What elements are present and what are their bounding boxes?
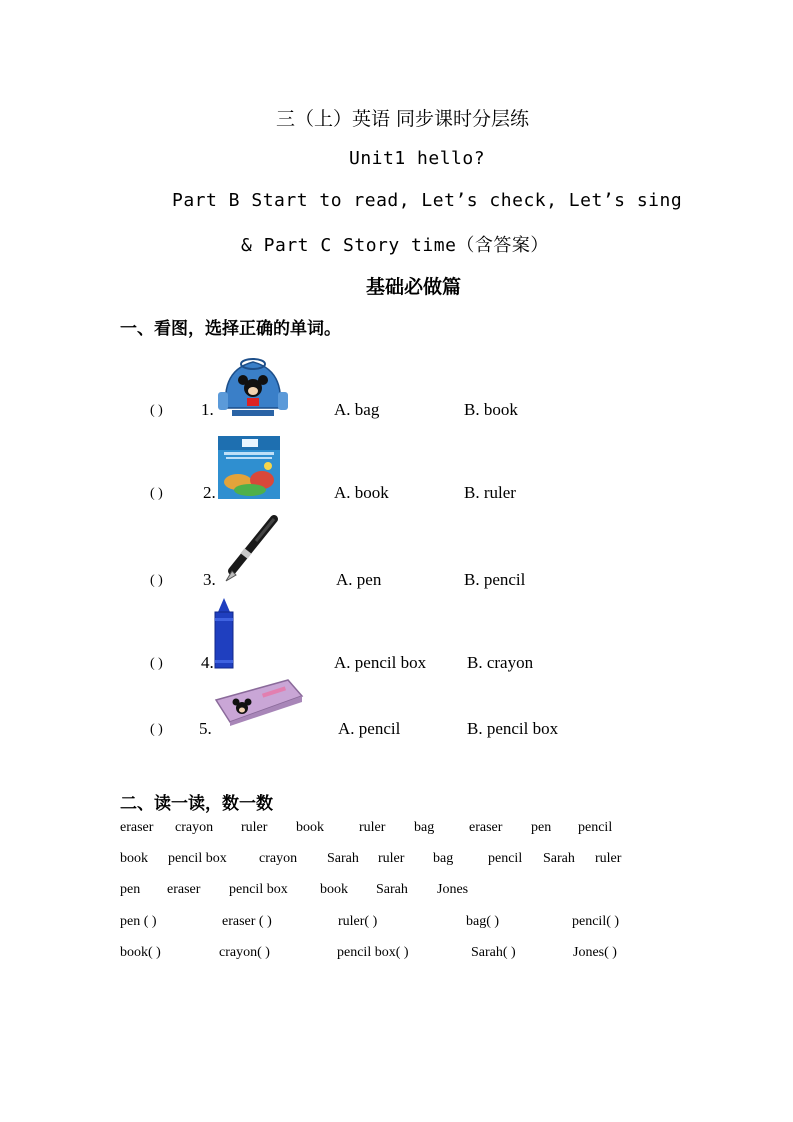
word-item: ruler [378, 851, 405, 866]
count-field-crayon[interactable]: crayon( ) [219, 945, 270, 960]
question-number-3: 3. [203, 570, 216, 589]
word-item: book [120, 851, 148, 866]
word-item: book [320, 882, 348, 897]
count-field-pencil[interactable]: pencil( ) [572, 914, 620, 929]
word-item: pencil [488, 851, 523, 866]
option-b-4[interactable]: B. crayon [467, 653, 534, 672]
word-item: pen [531, 820, 552, 835]
question-number-1: 1. [201, 400, 214, 419]
option-a-1[interactable]: A. bag [334, 400, 380, 419]
word-item: crayon [259, 851, 298, 866]
option-b-1[interactable]: B. book [464, 400, 518, 419]
part-line-1: Part B Start to read, Let’s check, Let’s sing [172, 190, 683, 211]
word-item: Jones [437, 882, 469, 897]
option-b-5[interactable]: B. pencil box [467, 719, 559, 738]
count-field-eraser[interactable]: eraser ( ) [222, 914, 272, 929]
backpack-image [214, 352, 292, 418]
option-a-5[interactable]: A. pencil [338, 719, 401, 738]
word-item: book [296, 820, 324, 835]
crayon-image [213, 598, 235, 670]
answer-paren-5[interactable]: ( ) [150, 722, 163, 737]
section2-heading: 二、读一读，数一数 [120, 794, 273, 814]
pen-image [218, 515, 280, 585]
answer-paren-3[interactable]: ( ) [150, 573, 163, 588]
option-a-2[interactable]: A. book [334, 483, 389, 502]
answer-paren-1[interactable]: ( ) [150, 403, 163, 418]
section1-heading: 一、看图，选择正确的单词。 [120, 319, 341, 339]
question-number-4: 4. [201, 653, 214, 672]
word-item: ruler [241, 820, 268, 835]
option-a-3[interactable]: A. pen [336, 570, 382, 589]
word-item: pen [120, 882, 141, 897]
word-item: Sarah [543, 851, 575, 866]
word-item: pencil box [168, 851, 227, 866]
word-item: bag [414, 820, 435, 835]
count-field-ruler[interactable]: ruler( ) [338, 914, 378, 929]
count-field-sarah[interactable]: Sarah( ) [471, 945, 516, 960]
word-item: bag [433, 851, 454, 866]
option-a-4[interactable]: A. pencil box [334, 653, 427, 672]
count-field-jones[interactable]: Jones( ) [573, 945, 617, 960]
doc-title: 三（上）英语 同步课时分层练 [276, 108, 530, 130]
word-item: Sarah [376, 882, 408, 897]
pencil-box-image [212, 678, 304, 726]
word-item: eraser [120, 820, 154, 835]
word-item: eraser [167, 882, 201, 897]
count-field-bag[interactable]: bag( ) [466, 914, 500, 929]
level-title: 基础必做篇 [366, 276, 462, 298]
word-item: ruler [359, 820, 386, 835]
count-field-pencil-box[interactable]: pencil box( ) [337, 945, 409, 960]
answer-paren-2[interactable]: ( ) [150, 486, 163, 501]
word-item: crayon [175, 820, 214, 835]
word-item: eraser [469, 820, 503, 835]
book-image [218, 436, 280, 499]
answer-paren-4[interactable]: ( ) [150, 656, 163, 671]
option-b-3[interactable]: B. pencil [464, 570, 526, 589]
word-item: pencil box [229, 882, 288, 897]
unit-title: Unit1 hello? [349, 148, 486, 169]
word-item: ruler [595, 851, 622, 866]
question-number-5: 5. [199, 719, 212, 738]
word-item: Sarah [327, 851, 359, 866]
option-b-2[interactable]: B. ruler [464, 483, 516, 502]
question-number-2: 2. [203, 483, 216, 502]
count-field-book[interactable]: book( ) [120, 945, 161, 960]
count-field-pen[interactable]: pen ( ) [120, 914, 157, 929]
part-line-2: & Part C Story time（含答案） [241, 235, 549, 256]
word-item: pencil [578, 820, 613, 835]
